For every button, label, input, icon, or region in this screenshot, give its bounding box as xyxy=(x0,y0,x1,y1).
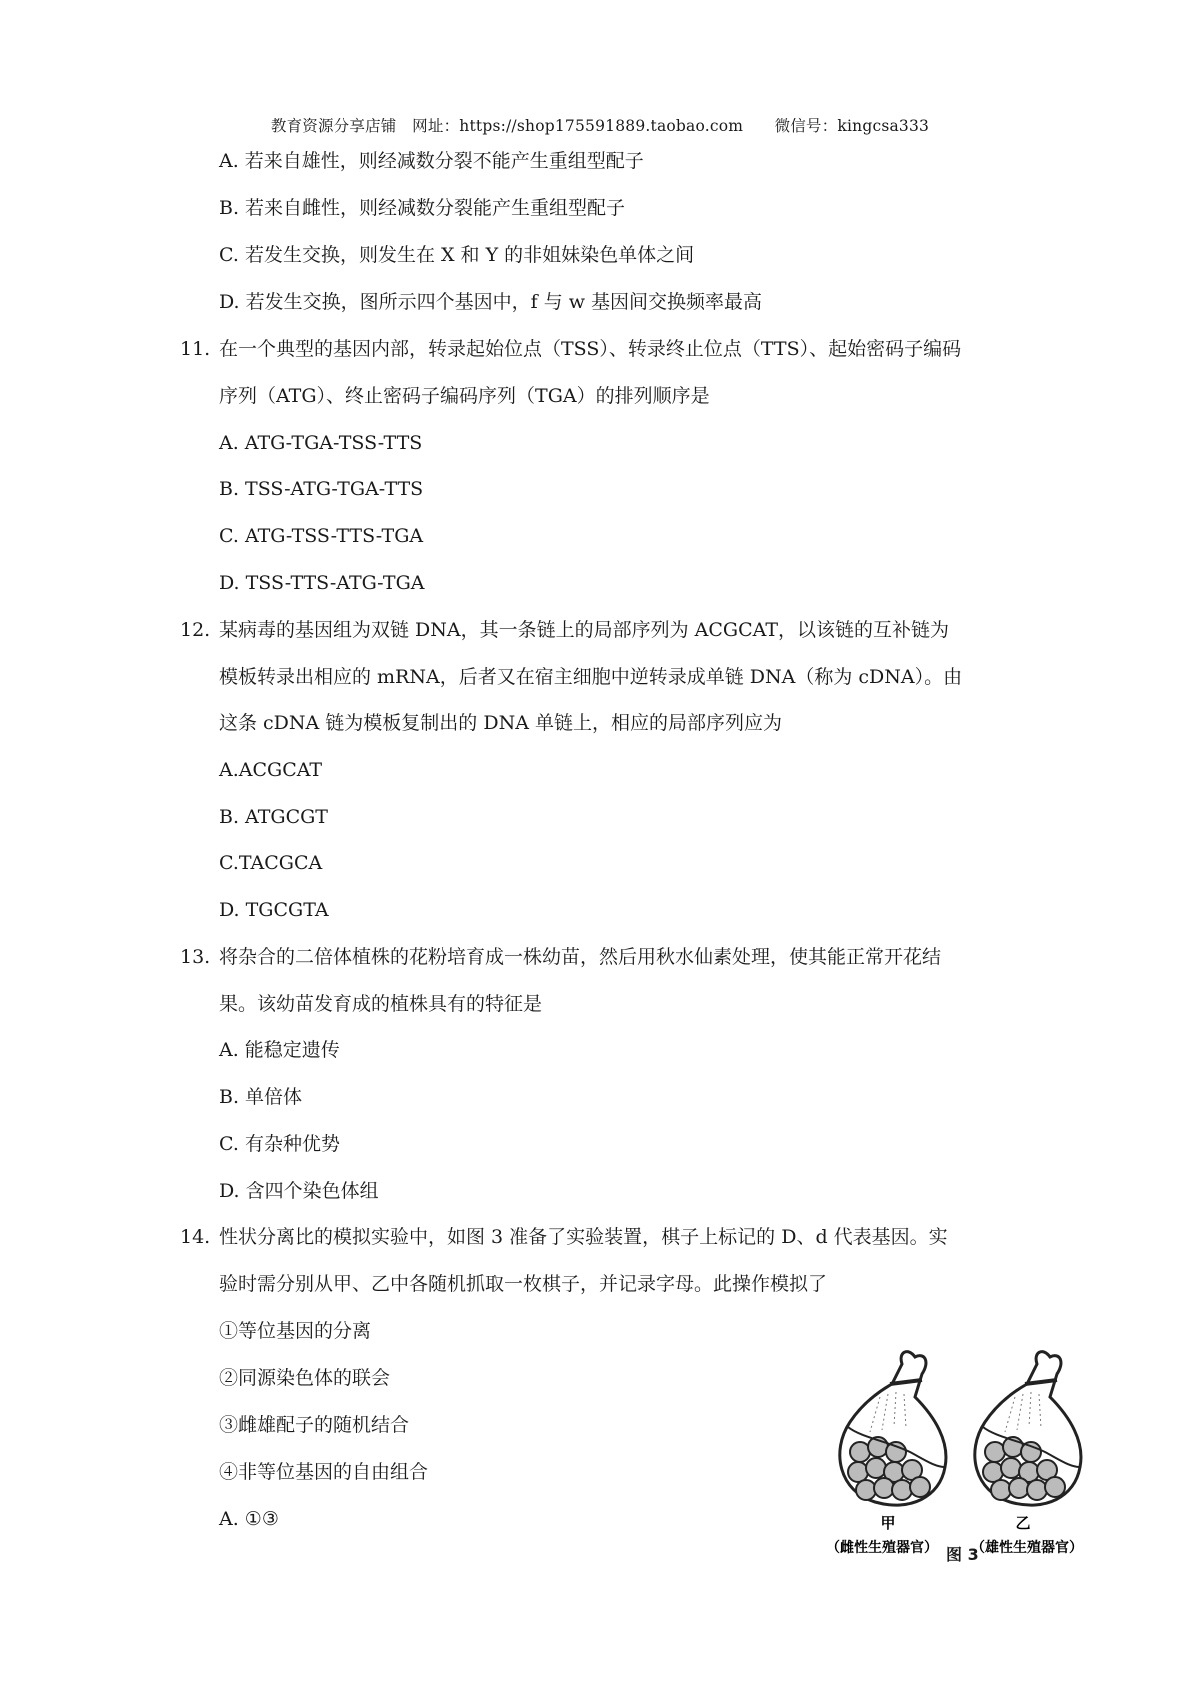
q10-option-a: A. 若来自雄性，则经减数分裂不能产生重组型配子 xyxy=(219,150,644,172)
q14-stem-line-2: 验时需分别从甲、乙中各随机抓取一枚棋子，并记录字母。此操作模拟了 xyxy=(219,1273,828,1295)
bag-left-icon xyxy=(840,1352,946,1505)
figure-caption: 图 3 xyxy=(946,1545,979,1564)
q13-option-c: C. 有杂种优势 xyxy=(219,1133,340,1155)
q10-option-d: D. 若发生交换，图所示四个基因中，f 与 w 基因间交换频率最高 xyxy=(219,291,763,313)
q11-number: 11. xyxy=(180,338,211,360)
bag-left-label: 甲 xyxy=(880,1514,896,1532)
q12-stem-line-1: 某病毒的基因组为双链 DNA，其一条链上的局部序列为 ACGCAT，以该链的互补链为 xyxy=(219,619,949,641)
bag-right-label: 乙 xyxy=(1015,1514,1031,1532)
bag-right-icon xyxy=(975,1352,1081,1505)
q12-option-c: C.TACGCA xyxy=(219,852,323,874)
q13-stem-line-1: 将杂合的二倍体植株的花粉培育成一株幼苗，然后用秋水仙素处理，使其能正常开花结 xyxy=(219,946,942,968)
q10-option-b: B. 若来自雌性，则经减数分裂能产生重组型配子 xyxy=(219,197,626,219)
q14-item-4: ④非等位基因的自由组合 xyxy=(219,1461,429,1483)
bag-right-caption: （雄性生殖器官） xyxy=(971,1540,1083,1556)
q14-option-a: A. ①③ xyxy=(219,1508,279,1530)
q13-option-d: D. 含四个染色体组 xyxy=(219,1180,379,1202)
figure-3-bags xyxy=(820,1302,1100,1582)
q11-option-a: A. ATG-TGA-TSS-TTS xyxy=(219,432,423,454)
q11-stem-line-2: 序列（ATG）、终止密码子编码序列（TGA）的排列顺序是 xyxy=(219,385,710,407)
q13-stem-line-2: 果。该幼苗发育成的植株具有的特征是 xyxy=(219,993,543,1015)
q12-option-a: A.ACGCAT xyxy=(219,759,323,781)
q11-option-c: C. ATG-TSS-TTS-TGA xyxy=(219,525,424,547)
q14-item-2: ②同源染色体的联会 xyxy=(219,1367,391,1389)
bag-left-caption: （雌性生殖器官） xyxy=(826,1540,938,1556)
q13-option-a: A. 能稳定遗传 xyxy=(219,1039,340,1061)
q14-number: 14. xyxy=(180,1226,211,1248)
q12-stem-line-2: 模板转录出相应的 mRNA，后者又在宿主细胞中逆转录成单链 DNA（称为 cDNA）。由 xyxy=(219,666,963,688)
q14-stem-line-1: 性状分离比的模拟实验中，如图 3 准备了实验装置，棋子上标记的 D、d 代表基因。实 xyxy=(219,1226,948,1248)
q13-number: 13. xyxy=(180,946,211,968)
q12-option-d: D. TGCGTA xyxy=(219,899,329,921)
page-header: 教育资源分享店铺 网址：https://shop175591889.taobao.com 微信号：kingcsa333 xyxy=(270,117,930,135)
q14-item-3: ③雌雄配子的随机结合 xyxy=(219,1414,410,1436)
q14-item-1: ①等位基因的分离 xyxy=(219,1320,372,1342)
q12-option-b: B. ATGCGT xyxy=(219,806,328,828)
q10-option-c: C. 若发生交换，则发生在 X 和 Y 的非姐妹染色单体之间 xyxy=(219,244,695,266)
q11-stem-line-1: 在一个典型的基因内部，转录起始位点（TSS）、转录终止位点（TTS）、起始密码子编码 xyxy=(219,338,962,360)
q13-option-b: B. 单倍体 xyxy=(219,1086,303,1108)
q11-option-b: B. TSS-ATG-TGA-TTS xyxy=(219,478,424,500)
q11-option-d: D. TSS-TTS-ATG-TGA xyxy=(219,572,425,594)
q12-stem-line-3: 这条 cDNA 链为模板复制出的 DNA 单链上，相应的局部序列应为 xyxy=(219,712,782,734)
q12-number: 12. xyxy=(180,619,211,641)
